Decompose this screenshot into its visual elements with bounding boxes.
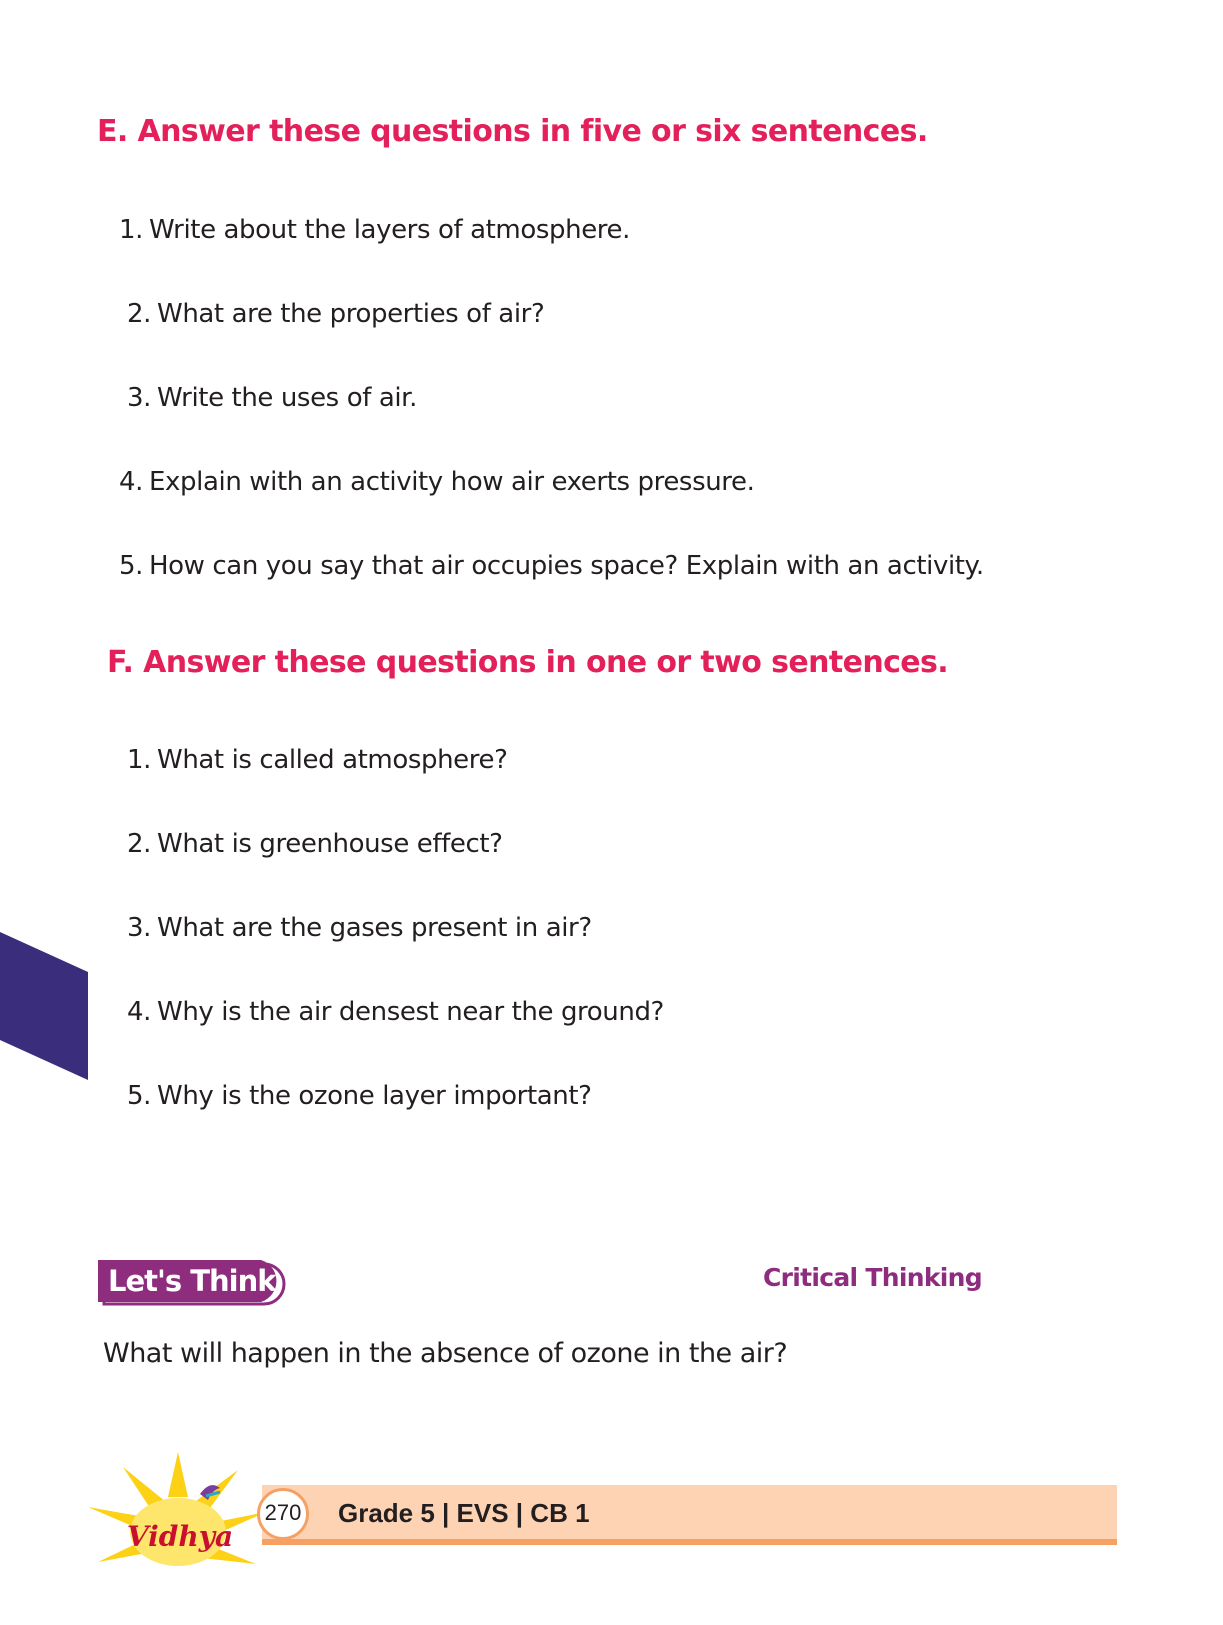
side-tab-decoration bbox=[0, 932, 88, 1080]
vidhya-logo bbox=[88, 1452, 268, 1592]
section-e-question: 3. Write the uses of air. bbox=[127, 383, 417, 413]
section-e-question: 1. Write about the layers of atmosphere. bbox=[119, 215, 630, 245]
book-info: Grade 5 | EVS | CB 1 bbox=[338, 1498, 590, 1528]
section-f-question: 4. Why is the air densest near the ground? bbox=[127, 997, 664, 1027]
vidhya-logo-text: Vidhya bbox=[126, 1520, 234, 1553]
footer-underline bbox=[262, 1539, 1117, 1545]
lets-think-badge bbox=[96, 1258, 293, 1308]
section-e-heading: E. Answer these questions in five or six sentences. bbox=[97, 114, 928, 149]
section-f-question: 2. What is greenhouse effect? bbox=[127, 829, 503, 859]
section-e-question: 5. How can you say that air occupies space? Explain with an activity. bbox=[119, 551, 984, 581]
section-f-heading: F. Answer these questions in one or two sentences. bbox=[107, 645, 949, 680]
section-f-question: 5. Why is the ozone layer important? bbox=[127, 1081, 592, 1111]
section-e-question: 4. Explain with an activity how air exerts pressure. bbox=[119, 467, 755, 497]
think-question: What will happen in the absence of ozone in the air? bbox=[103, 1338, 788, 1369]
lets-think-label: Let's Think bbox=[108, 1264, 276, 1298]
page-number: 270 bbox=[264, 1500, 302, 1525]
section-e-question: 2. What are the properties of air? bbox=[127, 299, 545, 329]
critical-thinking-label: Critical Thinking bbox=[763, 1263, 982, 1292]
section-f-question: 1. What is called atmosphere? bbox=[127, 745, 508, 775]
section-f-question: 3. What are the gases present in air? bbox=[127, 913, 592, 943]
